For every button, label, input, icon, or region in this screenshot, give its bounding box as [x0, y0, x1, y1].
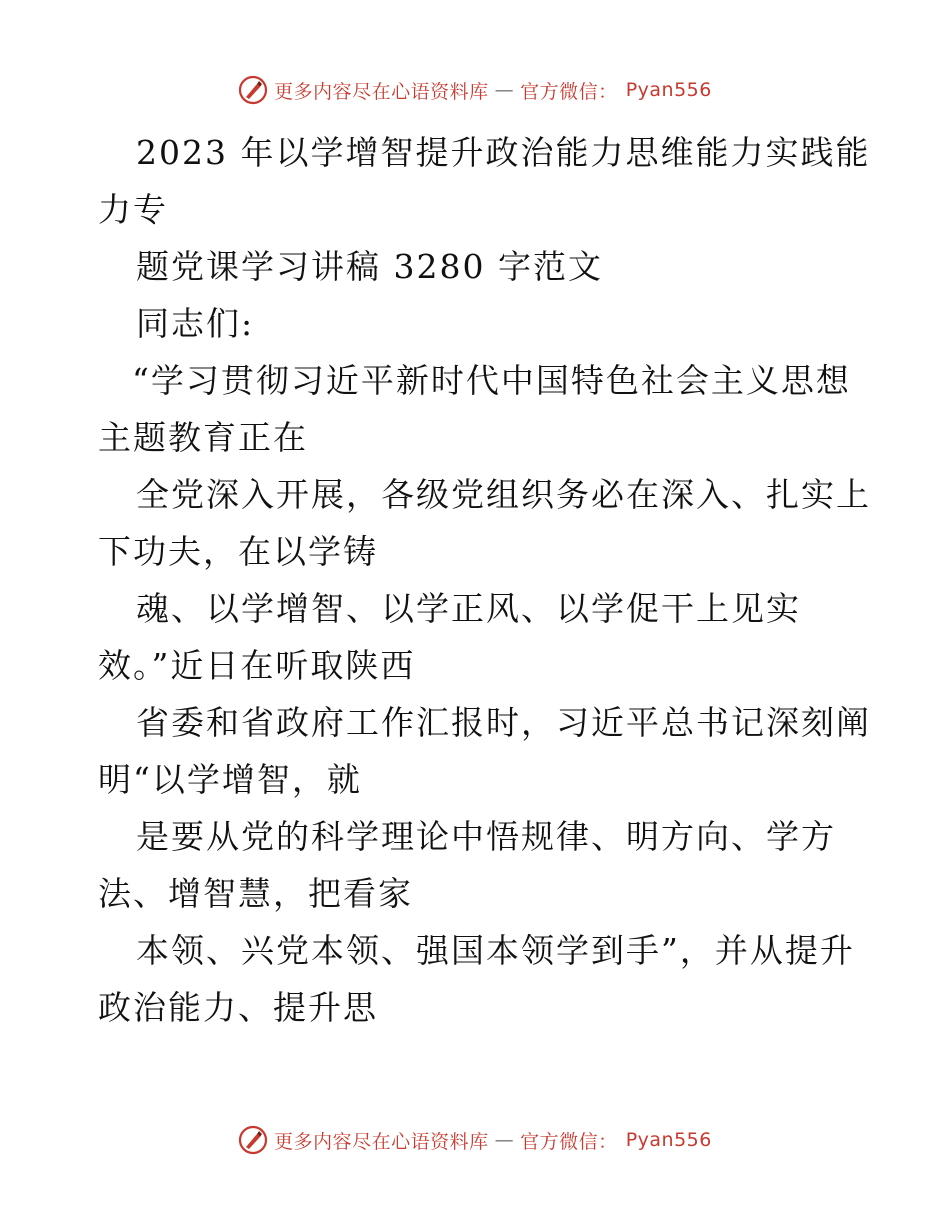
watermark-wechat-id: Pyan556 — [625, 79, 712, 101]
text-line: 省委和省政府工作汇报时，习近平总书记深刻阐 — [136, 703, 871, 742]
text-line: 效。”近日在听取陕西 — [98, 646, 416, 685]
watermark-brand: 更多内容尽在心语资料库 — [274, 80, 489, 103]
text-line: 是要从党的科学理论中悟规律、明方向、学方 — [136, 817, 836, 856]
header-watermark — [0, 70, 950, 110]
watermark-official-label: 官方微信： — [520, 80, 618, 103]
watermark-dash: — — [494, 1129, 515, 1151]
text-line: 主题教育正在 — [98, 418, 308, 457]
title-line-3: 题党课学习讲稿 3280 字范文 — [136, 247, 603, 286]
title-line-2: 力专 — [98, 190, 168, 229]
salutation: 同志们: — [136, 304, 255, 343]
title-line-1: 2023 年以学增智提升政治能力思维能力实践能 — [136, 133, 871, 172]
text-line: 明“以学增智，就 — [98, 760, 362, 799]
watermark-dash: — — [494, 79, 515, 101]
text-line: 本领、兴党本领、强国本领学到手”，并从提升 — [136, 931, 855, 970]
pen-logo-icon — [238, 75, 268, 105]
text-line: 下功夫，在以学铸 — [98, 532, 378, 571]
text-line: 魂、以学增智、以学正风、以学促干上见实 — [136, 589, 801, 628]
watermark-wechat-id: Pyan556 — [625, 1129, 712, 1151]
text-line: “学习贯彻习近平新时代中国特色社会主义思想 — [132, 361, 851, 400]
watermark-official-label: 官方微信： — [520, 1130, 618, 1153]
pen-logo-icon — [238, 1125, 268, 1155]
text-line: 政治能力、提升思 — [98, 988, 378, 1027]
watermark-brand: 更多内容尽在心语资料库 — [274, 1130, 489, 1153]
document-body — [98, 124, 871, 1036]
footer-watermark — [0, 1120, 950, 1160]
text-line: 法、增智慧，把看家 — [98, 874, 413, 913]
text-line: 全党深入开展，各级党组织务必在深入、扎实上 — [136, 475, 871, 514]
